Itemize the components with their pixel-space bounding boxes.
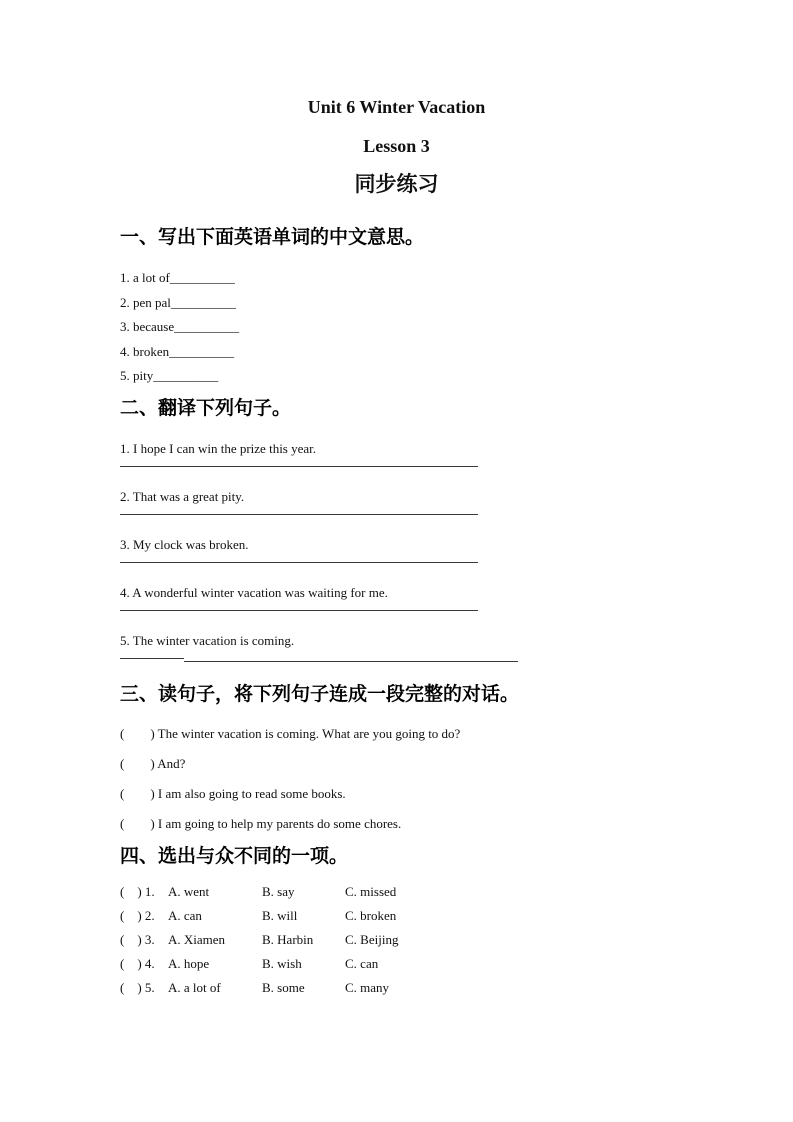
- translate-item: [120, 583, 636, 611]
- answer-line-segment: [120, 658, 184, 659]
- word-item: 3. because__________: [120, 319, 240, 334]
- choice-prefix: ( ) 5.: [120, 979, 155, 995]
- choice-row: [120, 907, 636, 924]
- answer-line: [120, 610, 478, 611]
- answer-line-segment: [184, 661, 518, 662]
- answer-line: [120, 562, 478, 563]
- translate-item: [120, 487, 636, 515]
- dialogue-list: [120, 725, 636, 832]
- sentence-text: 2. That was a great pity.: [120, 488, 245, 504]
- choice-option-c: C. many: [345, 979, 390, 995]
- choice-option-b: B. Harbin: [262, 931, 314, 947]
- word-item: 4. broken__________: [120, 343, 235, 359]
- sentence-text: 4. A wonderful winter vacation was waiting for me.: [120, 584, 388, 600]
- dialogue-item: ( ) I am also going to read some books.: [120, 785, 346, 801]
- choice-row: [120, 955, 636, 972]
- choice-option-c: C. Beijing: [345, 931, 399, 947]
- translate-list: [120, 439, 636, 663]
- page-title: Unit 6 Winter Vacation: [307, 97, 486, 117]
- choice-option-a: A. a lot of: [168, 979, 221, 995]
- choice-option-c: C. broken: [345, 907, 397, 923]
- choice-option-a: A. went: [168, 883, 210, 899]
- choice-prefix: ( ) 1.: [120, 883, 155, 899]
- choice-option-b: B. some: [262, 979, 305, 995]
- choice-row: [120, 931, 636, 948]
- choice-option-c: C. can: [345, 955, 379, 971]
- choice-prefix: ( ) 2.: [120, 907, 155, 923]
- choice-option-a: A. Xiamen: [168, 931, 226, 947]
- title-block: [0, 0, 793, 198]
- answer-line: [120, 466, 478, 467]
- dialogue-item: ( ) And?: [120, 755, 186, 771]
- lesson-subtitle: Lesson 3: [363, 136, 430, 156]
- choice-prefix: ( ) 4.: [120, 955, 155, 971]
- choice-list: [120, 883, 636, 996]
- choice-option-b: B. will: [262, 907, 298, 923]
- choice-row: [120, 979, 636, 996]
- word-item: 5. pity__________: [120, 368, 219, 383]
- worksheet-content: [120, 226, 636, 996]
- section-four-heading: 四、选出与众不同的一项。: [120, 845, 349, 867]
- practice-subtitle: 同步练习: [354, 173, 439, 196]
- sentence-text: 5. The winter vacation is coming.: [120, 632, 295, 648]
- translate-item: [120, 535, 636, 563]
- section-one-heading: 一、写出下面英语单词的中文意思。: [120, 227, 425, 248]
- choice-prefix: ( ) 3.: [120, 931, 155, 947]
- choice-row: [120, 883, 636, 900]
- dialogue-item: ( ) The winter vacation is coming. What are you going to do?: [120, 725, 461, 741]
- answer-line: [120, 658, 636, 663]
- choice-option-b: B. say: [262, 883, 295, 899]
- sentence-text: 3. My clock was broken.: [120, 536, 249, 552]
- choice-option-b: B. wish: [262, 955, 302, 971]
- word-item: 2. pen pal__________: [120, 294, 236, 310]
- section-three-heading: 三、读句子，将下列句子连成一段完整的对话。: [120, 683, 520, 705]
- word-item: 1. a lot of__________: [120, 270, 235, 285]
- word-list: [120, 266, 636, 389]
- section-two-heading: 二、翻译下列句子。: [120, 397, 292, 419]
- answer-line: [120, 514, 478, 515]
- sentence-text: 1. I hope I can win the prize this year.: [120, 440, 317, 456]
- translate-item: [120, 631, 636, 663]
- choice-option-a: A. hope: [168, 955, 210, 971]
- dialogue-item: ( ) I am going to help my parents do some chores.: [120, 815, 402, 831]
- translate-item: [120, 439, 636, 467]
- choice-option-c: C. missed: [345, 883, 397, 899]
- choice-option-a: A. can: [168, 907, 202, 923]
